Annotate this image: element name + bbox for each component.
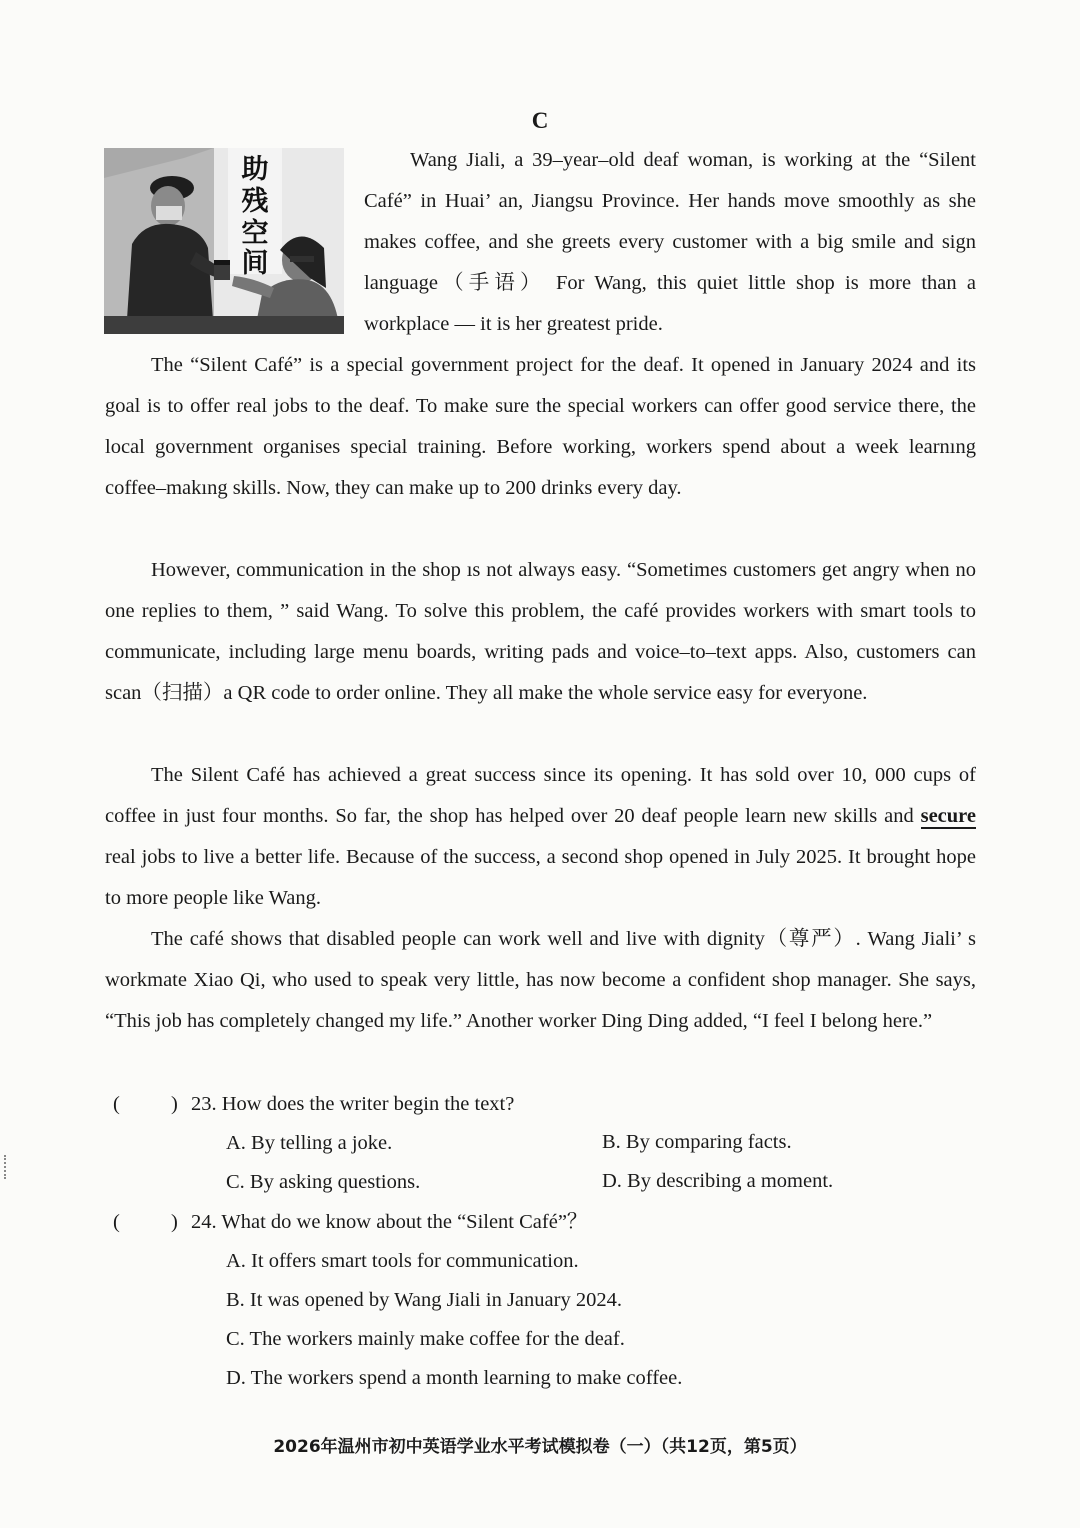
question-text: 24. What do we know about the “Silent Café”？ bbox=[191, 1211, 588, 1233]
passage-paragraph-3: However, communication in the shop ıs not always easy. “Sometimes customers get angry when no one replies to them, ” said Wang. To solve this problem, the café provides workers with smart tools to communicate, including large menu boards, writing pads and voice–to–text apps. Also, customers can scan（扫描）a QR code to order online. They all make the whole service easy for everyone. bbox=[105, 559, 976, 704]
passage-paragraph-1: Wang Jiali, a 39–year–old deaf woman, is working at the “Silent Café” in Huai’ an, Jiangsu Province. Her hands move smoothly as she makes coffee, and she greets every customer with a big smile and sign language（手语） For Wang, this quiet little shop is more than a workplace — it is her greatest pride. bbox=[364, 149, 976, 335]
passage-paragraph-2: The “Silent Café” is a special government project for the deaf. It opened in January 2024 and its goal is to offer real jobs to the deaf. To make sure the special workers can offer good service there, the local government organises special training. Before working, workers spend about a week learnıng coffee–makıng skills. Now, they can make up to 200 drinks every day. bbox=[105, 354, 976, 499]
binding-edge-mark bbox=[4, 1155, 9, 1179]
passage-paragraph-4 bbox=[105, 755, 976, 919]
answer-blank-open[interactable]: ( bbox=[113, 1093, 120, 1115]
option-23-c: C. By asking questions. bbox=[226, 1171, 421, 1193]
sign-char-3: 空 bbox=[241, 218, 269, 249]
section-heading: C bbox=[531, 108, 549, 133]
option-24-a: A. It offers smart tools for communication. bbox=[226, 1250, 579, 1272]
option-23-b: B. By comparing facts. bbox=[602, 1131, 792, 1153]
option-23-a: A. By telling a joke. bbox=[226, 1132, 393, 1154]
question-24 bbox=[105, 1207, 976, 1237]
answer-blank-open[interactable]: ( bbox=[113, 1211, 120, 1233]
sign-char-1: 助 bbox=[241, 154, 269, 185]
question-23 bbox=[105, 1089, 976, 1119]
page-footer: 2026年温州市初中英语学业水平考试模拟卷（一）（共12页，第5页） bbox=[273, 1437, 807, 1457]
sign-char-4: 间 bbox=[241, 248, 269, 279]
paragraph-4-text-end: real jobs to live a better life. Because of the success, a second shop opened in July 2025. It brought hope to more people like Wang. bbox=[105, 846, 976, 909]
question-text: 23. How does the writer begin the text? bbox=[191, 1093, 515, 1115]
passage-paragraph-5: The café shows that disabled people can work well and live with dignity（尊严）. Wang Jiali’ s workmate Xiao Qi, who used to speak very little, has now become a confident shop manager. She says, “This job has completely changed my life.” Another worker Ding Ding added, “I feel I belong here.” bbox=[105, 928, 976, 1032]
option-24-c: C. The workers mainly make coffee for the deaf. bbox=[226, 1328, 625, 1350]
option-23-d: D. By describing a moment. bbox=[602, 1170, 834, 1192]
option-24-d: D. The workers spend a month learning to make coffee. bbox=[226, 1367, 683, 1389]
cafe-photo-illustration bbox=[104, 148, 344, 334]
answer-blank-close: ) bbox=[171, 1093, 178, 1115]
cafe-photo bbox=[104, 148, 344, 334]
paragraph-4-text-start: The Silent Café has achieved a great success since its opening. It has sold over 10, 000 cups of coffee in just four months. So far, the shop has helped over 20 deaf people learn new skills and bbox=[105, 764, 976, 827]
answer-blank-close: ) bbox=[171, 1211, 178, 1233]
underlined-word-secure: secure bbox=[920, 805, 976, 827]
sign-char-2: 残 bbox=[241, 186, 269, 217]
option-24-b: B. It was opened by Wang Jiali in January 2024. bbox=[226, 1289, 622, 1311]
